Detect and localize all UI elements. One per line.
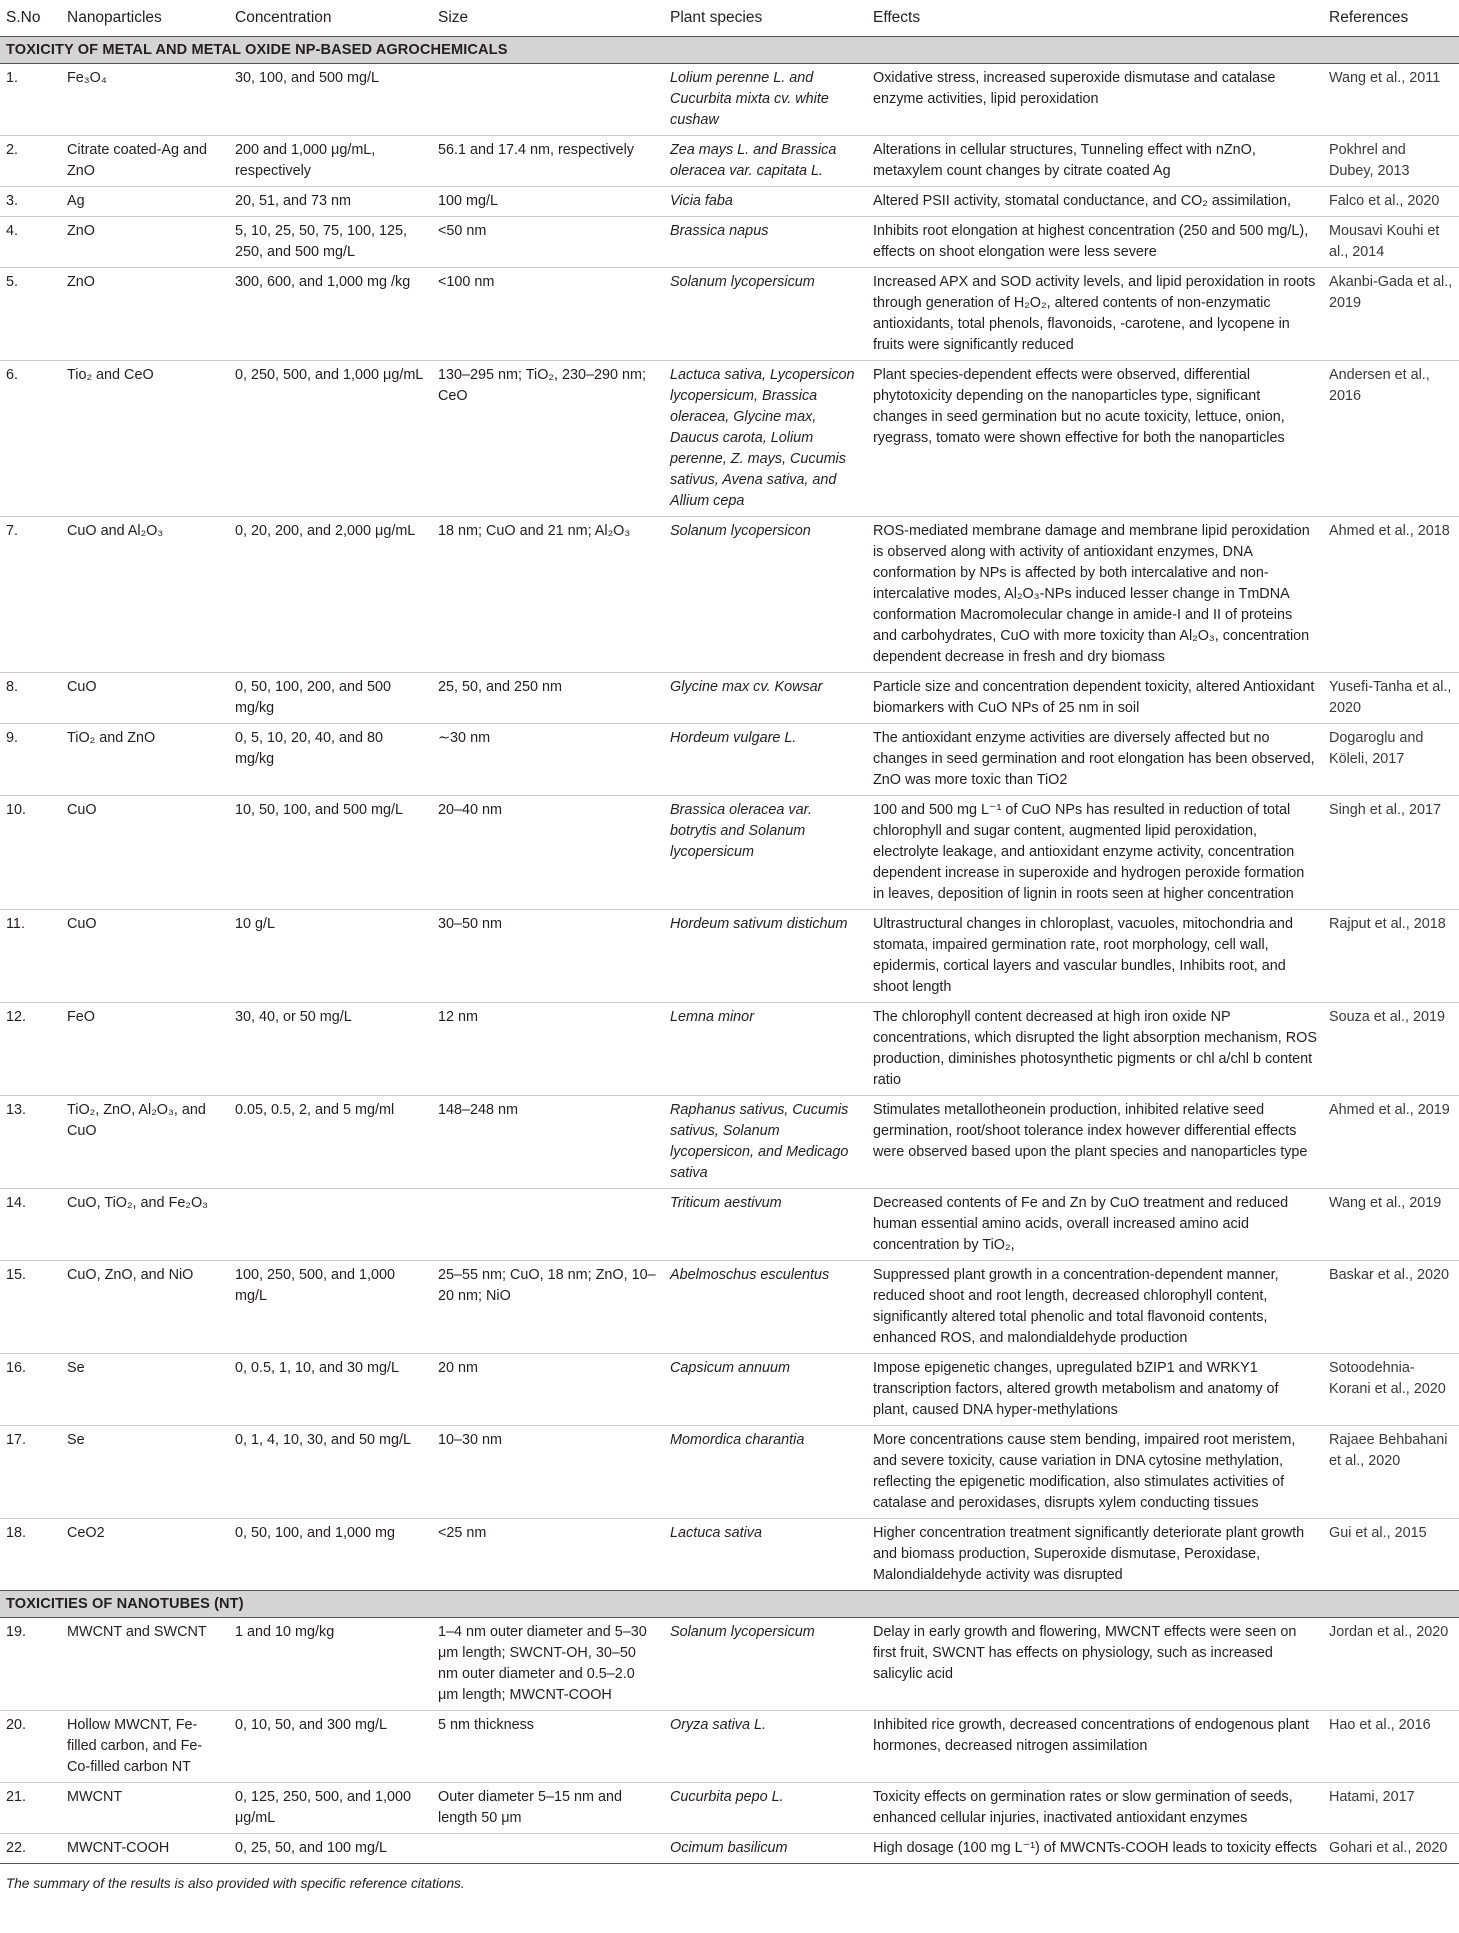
cell-plant-species: Brassica oleracea var. botrytis and Solanum lycopersicum <box>664 796 867 910</box>
cell-effects: More concentrations cause stem bending, impaired root meristem, and severe toxicity, cause variation in DNA cytosine methylation, reflecting the epigenetic modification, also stimulates activities of catalase and peroxidases, disrupts xylem conducting tissues <box>867 1426 1323 1519</box>
cell-concentration: 20, 51, and 73 nm <box>229 187 432 217</box>
table-row <box>0 1711 1459 1783</box>
table-row <box>0 1003 1459 1096</box>
cell-sno: 1. <box>0 64 61 136</box>
table-row <box>0 1618 1459 1711</box>
cell-reference: Yusefi-Tanha et al., 2020 <box>1323 673 1459 724</box>
cell-nanoparticles: Ag <box>61 187 229 217</box>
cell-concentration <box>229 1189 432 1261</box>
cell-plant-species: Lactuca sativa, Lycopersicon lycopersicum, Brassica oleracea, Glycine max, Daucus carota, Lolium perenne, Z. mays, Cucumis sativus, Avena sativa, and Allium cepa <box>664 361 867 517</box>
cell-sno: 18. <box>0 1519 61 1591</box>
cell-nanoparticles: Se <box>61 1426 229 1519</box>
cell-concentration: 0, 1, 4, 10, 30, and 50 mg/L <box>229 1426 432 1519</box>
table-row <box>0 1189 1459 1261</box>
cell-size: 20–40 nm <box>432 796 664 910</box>
cell-nanoparticles: Fe₃O₄ <box>61 64 229 136</box>
cell-nanoparticles: Hollow MWCNT, Fe-filled carbon, and Fe-Co-filled carbon NT <box>61 1711 229 1783</box>
cell-reference: Akanbi-Gada et al., 2019 <box>1323 268 1459 361</box>
cell-plant-species: Hordeum sativum distichum <box>664 910 867 1003</box>
cell-sno: 3. <box>0 187 61 217</box>
cell-concentration: 0, 250, 500, and 1,000 μg/mL <box>229 361 432 517</box>
cell-size: 10–30 nm <box>432 1426 664 1519</box>
cell-reference: Mousavi Kouhi et al., 2014 <box>1323 217 1459 268</box>
cell-reference: Jordan et al., 2020 <box>1323 1618 1459 1711</box>
cell-nanoparticles: CuO <box>61 910 229 1003</box>
table-header-row <box>0 0 1459 37</box>
cell-size: ∼30 nm <box>432 724 664 796</box>
cell-size: <25 nm <box>432 1519 664 1591</box>
header-plant-species: Plant species <box>664 0 867 37</box>
table-row <box>0 796 1459 910</box>
cell-reference: Hatami, 2017 <box>1323 1783 1459 1834</box>
cell-reference: Hao et al., 2016 <box>1323 1711 1459 1783</box>
cell-reference: Gohari et al., 2020 <box>1323 1834 1459 1864</box>
cell-reference: Ahmed et al., 2019 <box>1323 1096 1459 1189</box>
cell-nanoparticles: CeO2 <box>61 1519 229 1591</box>
cell-sno: 21. <box>0 1783 61 1834</box>
table-row <box>0 268 1459 361</box>
cell-plant-species: Glycine max cv. Kowsar <box>664 673 867 724</box>
cell-plant-species: Solanum lycopersicon <box>664 517 867 673</box>
cell-size: 1–4 nm outer diameter and 5–30 μm length; SWCNT-OH, 30–50 nm outer diameter and 0.5–2.0 μm length; MWCNT-COOH <box>432 1618 664 1711</box>
cell-sno: 7. <box>0 517 61 673</box>
cell-size: 20 nm <box>432 1354 664 1426</box>
cell-nanoparticles: CuO <box>61 673 229 724</box>
cell-plant-species: Vicia faba <box>664 187 867 217</box>
cell-effects: Suppressed plant growth in a concentration-dependent manner, reduced shoot and root length, decreased chlorophyll content, significantly altered total phenolic and total flavonoid contents, enhanced ROS, and malondialdehyde production <box>867 1261 1323 1354</box>
cell-plant-species: Ocimum basilicum <box>664 1834 867 1864</box>
cell-sno: 20. <box>0 1711 61 1783</box>
cell-reference: Singh et al., 2017 <box>1323 796 1459 910</box>
cell-reference: Dogaroglu and Köleli, 2017 <box>1323 724 1459 796</box>
cell-size: 5 nm thickness <box>432 1711 664 1783</box>
header-references: References <box>1323 0 1459 37</box>
table-row <box>0 1426 1459 1519</box>
cell-size <box>432 1834 664 1864</box>
cell-sno: 4. <box>0 217 61 268</box>
cell-effects: Ultrastructural changes in chloroplast, vacuoles, mitochondria and stomata, impaired germination rate, root morphology, cell wall, epidermis, cortical layers and vascular bundles, Inhibits root, and shoot length <box>867 910 1323 1003</box>
cell-effects: Delay in early growth and flowering, MWCNT effects were seen on first fruit, SWCNT has effects on physiology, such as increased salicylic acid <box>867 1618 1323 1711</box>
cell-effects: Plant species-dependent effects were observed, differential phytotoxicity depending on the nanoparticles type, significant changes in seed germination but no acute toxicity, lettuce, onion, ryegrass, tomato were shown effective for both the nanoparticles <box>867 361 1323 517</box>
cell-plant-species: Lolium perenne L. and Cucurbita mixta cv. white cushaw <box>664 64 867 136</box>
cell-concentration: 10 g/L <box>229 910 432 1003</box>
cell-nanoparticles: MWCNT-COOH <box>61 1834 229 1864</box>
cell-concentration: 300, 600, and 1,000 mg /kg <box>229 268 432 361</box>
header-sno: S.No <box>0 0 61 37</box>
cell-reference: Falco et al., 2020 <box>1323 187 1459 217</box>
cell-concentration: 0, 50, 100, and 1,000 mg <box>229 1519 432 1591</box>
cell-reference: Pokhrel and Dubey, 2013 <box>1323 136 1459 187</box>
header-nanoparticles: Nanoparticles <box>61 0 229 37</box>
cell-sno: 17. <box>0 1426 61 1519</box>
cell-concentration: 200 and 1,000 μg/mL, respectively <box>229 136 432 187</box>
cell-concentration: 0, 5, 10, 20, 40, and 80 mg/kg <box>229 724 432 796</box>
cell-reference: Souza et al., 2019 <box>1323 1003 1459 1096</box>
cell-sno: 19. <box>0 1618 61 1711</box>
table-row <box>0 187 1459 217</box>
cell-plant-species: Momordica charantia <box>664 1426 867 1519</box>
cell-size: <50 nm <box>432 217 664 268</box>
cell-plant-species: Solanum lycopersicum <box>664 1618 867 1711</box>
cell-sno: 9. <box>0 724 61 796</box>
cell-effects: Higher concentration treatment significantly deteriorate plant growth and biomass production, Superoxide dismutase, Peroxidase, Malondialdehyde activity was disrupted <box>867 1519 1323 1591</box>
cell-concentration: 1 and 10 mg/kg <box>229 1618 432 1711</box>
cell-concentration: 0, 0.5, 1, 10, and 30 mg/L <box>229 1354 432 1426</box>
table-row <box>0 1783 1459 1834</box>
cell-nanoparticles: TiO₂, ZnO, Al₂O₃, and CuO <box>61 1096 229 1189</box>
table-row <box>0 64 1459 136</box>
table-body <box>0 37 1459 1864</box>
cell-effects: Decreased contents of Fe and Zn by CuO treatment and reduced human essential amino acids, overall increased amino acid concentration by TiO₂, <box>867 1189 1323 1261</box>
header-concentration: Concentration <box>229 0 432 37</box>
cell-reference: Wang et al., 2019 <box>1323 1189 1459 1261</box>
cell-reference: Sotoodehnia-Korani et al., 2020 <box>1323 1354 1459 1426</box>
cell-effects: The chlorophyll content decreased at high iron oxide NP concentrations, which disrupted the light absorption mechanism, ROS production, diminishes photosynthetic pigments or chl a/chl b content ratio <box>867 1003 1323 1096</box>
cell-effects: Oxidative stress, increased superoxide dismutase and catalase enzyme activities, lipid peroxidation <box>867 64 1323 136</box>
cell-sno: 16. <box>0 1354 61 1426</box>
cell-sno: 15. <box>0 1261 61 1354</box>
cell-nanoparticles: CuO, ZnO, and NiO <box>61 1261 229 1354</box>
cell-concentration: 10, 50, 100, and 500 mg/L <box>229 796 432 910</box>
cell-sno: 22. <box>0 1834 61 1864</box>
section-header-row <box>0 37 1459 64</box>
section-title: TOXICITY OF METAL AND METAL OXIDE NP-BASED AGROCHEMICALS <box>0 37 1459 64</box>
cell-reference: Rajaee Behbahani et al., 2020 <box>1323 1426 1459 1519</box>
cell-plant-species: Lactuca sativa <box>664 1519 867 1591</box>
cell-plant-species: Lemna minor <box>664 1003 867 1096</box>
cell-size: 56.1 and 17.4 nm, respectively <box>432 136 664 187</box>
cell-plant-species: Capsicum annuum <box>664 1354 867 1426</box>
table-row <box>0 673 1459 724</box>
cell-size: 18 nm; CuO and 21 nm; Al₂O₃ <box>432 517 664 673</box>
cell-size: Outer diameter 5–15 nm and length 50 μm <box>432 1783 664 1834</box>
cell-effects: Inhibited rice growth, decreased concentrations of endogenous plant hormones, decreased nitrogen assimilation <box>867 1711 1323 1783</box>
table-footnote: The summary of the results is also provided with specific reference citations. <box>6 1876 465 1891</box>
cell-nanoparticles: CuO and Al₂O₃ <box>61 517 229 673</box>
header-effects: Effects <box>867 0 1323 37</box>
cell-nanoparticles: Tio₂ and CeO <box>61 361 229 517</box>
cell-effects: Particle size and concentration dependent toxicity, altered Antioxidant biomarkers with CuO NPs of 25 nm in soil <box>867 673 1323 724</box>
cell-effects: Inhibits root elongation at highest concentration (250 and 500 mg/L), effects on shoot elongation were less severe <box>867 217 1323 268</box>
cell-plant-species: Hordeum vulgare L. <box>664 724 867 796</box>
cell-effects: Impose epigenetic changes, upregulated bZIP1 and WRKY1 transcription factors, altered growth metabolism and anatomy of plant, caused DNA hyper-methylations <box>867 1354 1323 1426</box>
cell-plant-species: Solanum lycopersicum <box>664 268 867 361</box>
table-row <box>0 517 1459 673</box>
cell-effects: Toxicity effects on germination rates or slow germination of seeds, enhanced cellular injuries, inactivated antioxidant enzymes <box>867 1783 1323 1834</box>
cell-concentration: 30, 40, or 50 mg/L <box>229 1003 432 1096</box>
table-row <box>0 1096 1459 1189</box>
cell-effects: Altered PSII activity, stomatal conductance, and CO₂ assimilation, <box>867 187 1323 217</box>
header-size: Size <box>432 0 664 37</box>
cell-nanoparticles: MWCNT <box>61 1783 229 1834</box>
cell-effects: High dosage (100 mg L⁻¹) of MWCNTs-COOH leads to toxicity effects <box>867 1834 1323 1864</box>
cell-size: 148–248 nm <box>432 1096 664 1189</box>
cell-plant-species: Triticum aestivum <box>664 1189 867 1261</box>
cell-sno: 6. <box>0 361 61 517</box>
cell-sno: 12. <box>0 1003 61 1096</box>
table-row <box>0 217 1459 268</box>
cell-sno: 8. <box>0 673 61 724</box>
cell-reference: Wang et al., 2011 <box>1323 64 1459 136</box>
cell-size: 100 mg/L <box>432 187 664 217</box>
cell-concentration: 0, 125, 250, 500, and 1,000 μg/mL <box>229 1783 432 1834</box>
cell-sno: 11. <box>0 910 61 1003</box>
cell-sno: 13. <box>0 1096 61 1189</box>
cell-concentration: 5, 10, 25, 50, 75, 100, 125, 250, and 500 mg/L <box>229 217 432 268</box>
cell-plant-species: Raphanus sativus, Cucumis sativus, Solanum lycopersicon, and Medicago sativa <box>664 1096 867 1189</box>
cell-sno: 2. <box>0 136 61 187</box>
cell-concentration: 0, 20, 200, and 2,000 μg/mL <box>229 517 432 673</box>
cell-concentration: 0, 10, 50, and 300 mg/L <box>229 1711 432 1783</box>
cell-sno: 14. <box>0 1189 61 1261</box>
cell-nanoparticles: ZnO <box>61 268 229 361</box>
cell-nanoparticles: Se <box>61 1354 229 1426</box>
cell-size: 30–50 nm <box>432 910 664 1003</box>
cell-plant-species: Zea mays L. and Brassica oleracea var. capitata L. <box>664 136 867 187</box>
cell-concentration: 0, 50, 100, 200, and 500 mg/kg <box>229 673 432 724</box>
cell-size <box>432 1189 664 1261</box>
table-row <box>0 1519 1459 1591</box>
cell-concentration: 100, 250, 500, and 1,000 mg/L <box>229 1261 432 1354</box>
cell-nanoparticles: ZnO <box>61 217 229 268</box>
cell-nanoparticles: TiO₂ and ZnO <box>61 724 229 796</box>
cell-sno: 10. <box>0 796 61 910</box>
table-row <box>0 724 1459 796</box>
table-row <box>0 1834 1459 1864</box>
cell-nanoparticles: Citrate coated-Ag and ZnO <box>61 136 229 187</box>
cell-size <box>432 64 664 136</box>
cell-size: 25, 50, and 250 nm <box>432 673 664 724</box>
cell-nanoparticles: MWCNT and SWCNT <box>61 1618 229 1711</box>
section-header-row <box>0 1591 1459 1618</box>
cell-size: <100 nm <box>432 268 664 361</box>
cell-size: 25–55 nm; CuO, 18 nm; ZnO, 10–20 nm; NiO <box>432 1261 664 1354</box>
cell-nanoparticles: FeO <box>61 1003 229 1096</box>
cell-nanoparticles: CuO, TiO₂, and Fe₂O₃ <box>61 1189 229 1261</box>
cell-concentration: 0.05, 0.5, 2, and 5 mg/ml <box>229 1096 432 1189</box>
cell-effects: 100 and 500 mg L⁻¹ of CuO NPs has resulted in reduction of total chlorophyll and sugar content, augmented lipid peroxidation, electrolyte leakage, and antioxidant enzyme activity, concentration dependent increase in superoxide and hydrogen peroxide formation in leaves, deposition of lignin in roots seen at higher concentration <box>867 796 1323 910</box>
cell-concentration: 0, 25, 50, and 100 mg/L <box>229 1834 432 1864</box>
table-row <box>0 910 1459 1003</box>
cell-reference: Gui et al., 2015 <box>1323 1519 1459 1591</box>
cell-concentration: 30, 100, and 500 mg/L <box>229 64 432 136</box>
cell-effects: Stimulates metallotheonein production, inhibited relative seed germination, root/shoot tolerance index however differential effects were observed based upon the plant species and nanoparticles type <box>867 1096 1323 1189</box>
cell-plant-species: Abelmoschus esculentus <box>664 1261 867 1354</box>
section-title: TOXICITIES OF NANOTUBES (NT) <box>0 1591 1459 1618</box>
table-row <box>0 1354 1459 1426</box>
cell-sno: 5. <box>0 268 61 361</box>
cell-plant-species: Brassica napus <box>664 217 867 268</box>
cell-effects: ROS-mediated membrane damage and membrane lipid peroxidation is observed along with activity of antioxidant enzymes, DNA conformation by NPs is affected by both intercalative and non-intercalative modes, Al₂O₃-NPs induced lesser change in TmDNA conformation Macromolecular change in amide-I and II of proteins and carbohydrates, CuO with more toxicity than Al₂O₃, concentration dependent decrease in fresh and dry biomass <box>867 517 1323 673</box>
cell-effects: The antioxidant enzyme activities are diversely affected but no changes in seed germination and root elongation has been observed, ZnO was more toxic than TiO2 <box>867 724 1323 796</box>
cell-reference: Ahmed et al., 2018 <box>1323 517 1459 673</box>
cell-size: 12 nm <box>432 1003 664 1096</box>
cell-effects: Increased APX and SOD activity levels, and lipid peroxidation in roots through generation of H₂O₂, altered contents of non-enzymatic antioxidants, total phenols, flavonoids, -carotene, and lycopene in fruits were significantly reduced <box>867 268 1323 361</box>
table-row <box>0 1261 1459 1354</box>
cell-size: 130–295 nm; TiO₂, 230–290 nm; CeO <box>432 361 664 517</box>
table-row <box>0 361 1459 517</box>
cell-reference: Rajput et al., 2018 <box>1323 910 1459 1003</box>
cell-reference: Baskar et al., 2020 <box>1323 1261 1459 1354</box>
cell-nanoparticles: CuO <box>61 796 229 910</box>
cell-plant-species: Cucurbita pepo L. <box>664 1783 867 1834</box>
cell-reference: Andersen et al., 2016 <box>1323 361 1459 517</box>
cell-effects: Alterations in cellular structures, Tunneling effect with nZnO, metaxylem count changes by citrate coated Ag <box>867 136 1323 187</box>
table-row <box>0 136 1459 187</box>
cell-plant-species: Oryza sativa L. <box>664 1711 867 1783</box>
